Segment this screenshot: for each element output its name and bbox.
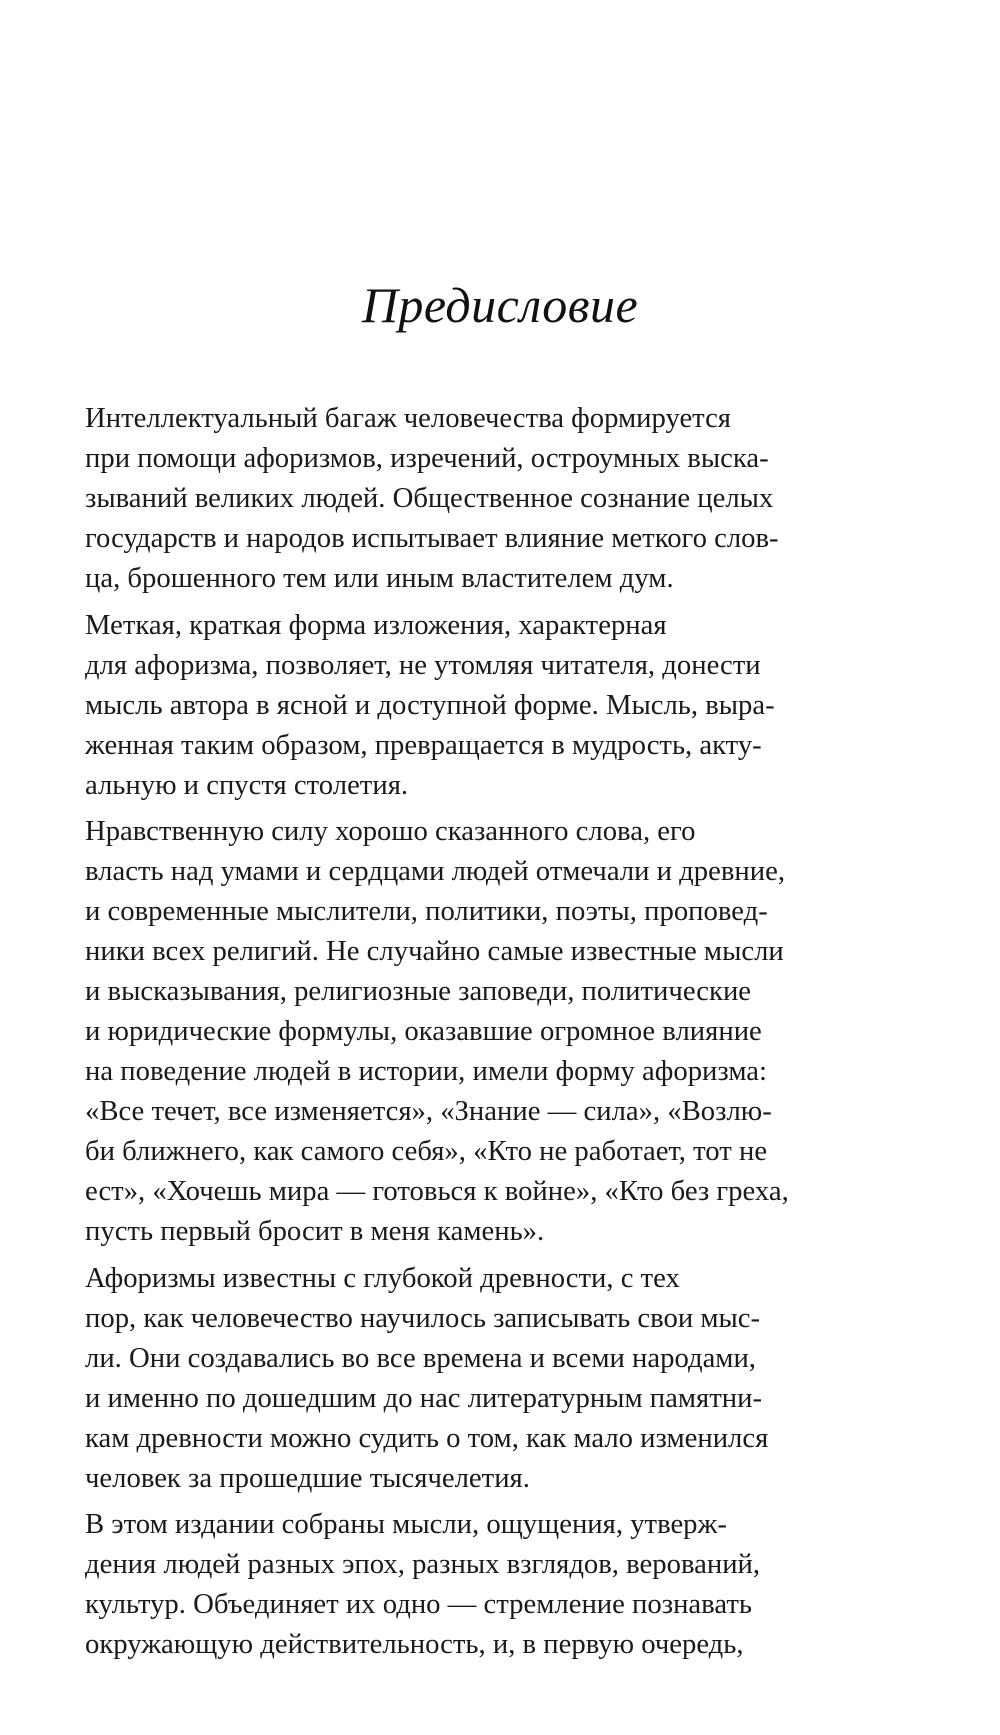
text-line: и высказывания, религиозные заповеди, политические (85, 975, 752, 1007)
text-line: би ближнего, как самого себя», «Кто не работает, тот не (85, 1135, 768, 1167)
text-line: пор, как человечество научилось записывать свои мыс- (85, 1301, 761, 1334)
text-line: и современные мыслители, политики, поэты, проповед- (85, 895, 768, 927)
paragraph (43, 1258, 823, 1498)
text-line: Нравственную силу хорошо сказанного слова, его (85, 815, 696, 847)
text-line: власть над умами и сердцами людей отмечали и древние, (85, 855, 786, 887)
text-line: человек за прошедшие тысячелетия. (85, 1461, 530, 1494)
text-line: В этом издании собраны мысли, ощущения, утверж- (85, 1508, 727, 1540)
text-line: пусть первый бросит в меня камень». (85, 1215, 545, 1247)
text-line: женная таким образом, превращается в мудрость, акту- (85, 728, 762, 761)
text-line: ест», «Хочешь мира — готовься к войне», «Кто без греха, (85, 1175, 789, 1207)
preface-text (43, 398, 823, 1671)
paragraph (43, 398, 823, 598)
text-line: Афоризмы известны с глубокой древности, с тех (85, 1261, 680, 1294)
text-line: мысль автора в ясной и доступной форме. Мысль, выра- (85, 688, 775, 721)
paragraph (43, 605, 823, 805)
text-line: окружающую действительность, и, в первую очередь, (85, 1628, 744, 1660)
text-line: дения людей разных эпох, разных взглядов, верований, (85, 1548, 761, 1580)
text-line: Интеллектуальный багаж человечества формируется (85, 402, 731, 434)
text-line: кам древности можно судить о том, как мало изменился (85, 1421, 769, 1454)
text-line: и юридические формулы, оказавшие огромное влияние (85, 1015, 762, 1047)
paragraph (43, 1504, 823, 1664)
text-line: зываний великих людей. Общественное сознание целых (85, 482, 774, 514)
paragraph (43, 811, 823, 1251)
text-line: ники всех религий. Не случайно самые известные мысли (85, 935, 784, 967)
text-line: культур. Объединяет их одно — стремление познавать (85, 1588, 752, 1620)
text-line: альную и спустя столетия. (85, 768, 409, 801)
text-line: государств и народов испытывает влияние меткого слов- (85, 522, 779, 554)
chapter-title: Предисловие (361, 277, 639, 333)
text-line: «Все течет, все изменяется», «Знание — сила», «Возлю- (85, 1095, 772, 1127)
text-line: для афоризма, позволяет, не утомляя читателя, донести (85, 648, 761, 681)
text-line: на поведение людей в истории, имели форму афоризма: (85, 1055, 767, 1087)
text-line: при помощи афоризмов, изречений, остроумных выска- (85, 442, 769, 474)
text-line: Меткая, краткая форма изложения, характерная (85, 608, 667, 641)
text-line: и именно по дошедшим до нас литературным памятни- (85, 1381, 762, 1414)
text-line: ца, брошенного тем или иным властителем дум. (85, 562, 674, 594)
text-line: ли. Они создавались во все времена и всеми народами, (85, 1341, 756, 1374)
